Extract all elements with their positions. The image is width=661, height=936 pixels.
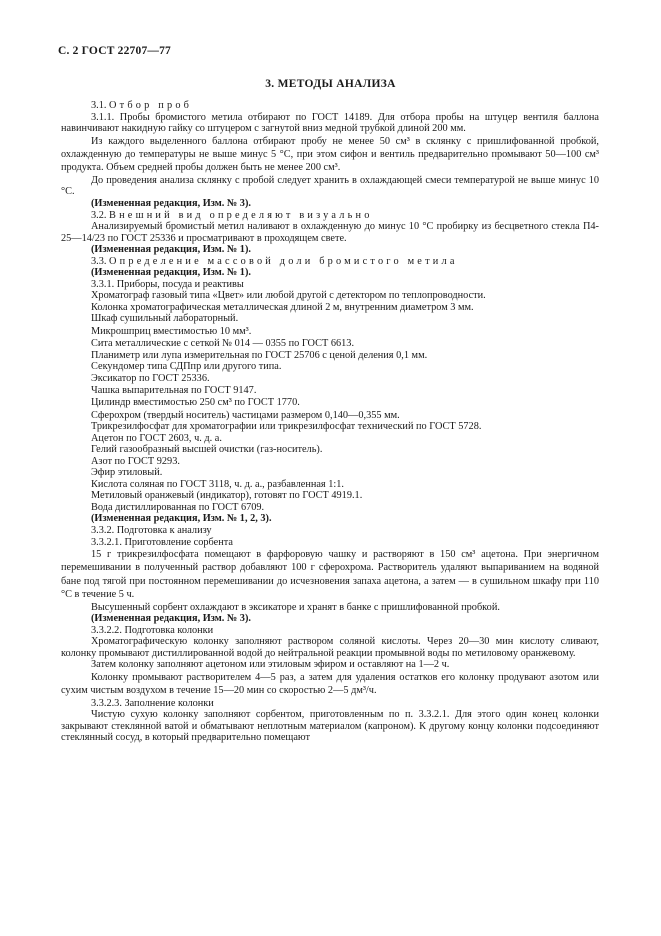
subsection-number: 3.2. <box>91 209 110 221</box>
subsection-heading <box>61 210 599 222</box>
subsection-heading <box>61 100 599 112</box>
amendment-note: (Измененная редакция, Изм. № 3). <box>91 613 251 625</box>
paragraph: Сферохром (твердый носитель) частицами размером 0,140—0,355 мм. <box>91 409 400 421</box>
paragraph: Ацетон по ГОСТ 2603, ч. д. а. <box>91 432 222 444</box>
paragraph: Трикрезилфосфат для хроматографии или трикрезилфосфат технический по ГОСТ 5728. <box>91 421 482 433</box>
amendment-note: (Измененная редакция, Изм. № 1, 2, 3). <box>91 513 272 525</box>
paragraph: Колонка хроматографическая металлическая длиной 2 м, внутренним диаметром 3 мм. <box>91 301 474 313</box>
paragraph: Метиловый оранжевый (индикатор), готовят по ГОСТ 4919.1. <box>91 490 363 502</box>
paragraph: Гелий газообразный высшей очистки (газ-носитель). <box>91 444 323 456</box>
subsection-spaced-title: Внешний вид определяют визуально <box>109 209 373 221</box>
paragraph: Хроматографическую колонку заполняют раствором соляной кислоты. Через 20—30 мин кислоту сливают, колонку промывают дистиллированной водой до нейтральной реакции промывной воды по метиловому оранжевому. <box>61 636 599 659</box>
paragraph: Секундомер типа СДПпр или другого типа. <box>91 361 282 373</box>
paragraph: Высушенный сорбент охлаждают в эксикаторе и хранят в банке с пришлифованной пробкой. <box>91 601 500 613</box>
paragraph: Затем колонку заполняют ацетоном или этиловым эфиром и оставляют на 1—2 ч. <box>91 659 450 671</box>
subsection-spaced-title: Отбор проб <box>109 100 193 111</box>
subsection-heading <box>61 256 599 268</box>
amendment-note: (Измененная редакция, Изм. № 3). <box>91 197 251 209</box>
document-body <box>61 100 599 744</box>
page-header: С. 2 ГОСТ 22707—77 <box>58 45 171 57</box>
paragraph: 15 г трикрезилфосфата помещают в фарфоровую чашку и растворяют в 150 см³ ацетона. При энергичном перемешивании в полученный раствор добавляют 100 г сферохрома. Растворитель удаляют выпариванием на водяной бане под тягой при постоянном перемешивании до исчезновения запаха ацетона, а затем — в сушильном шкафу при 110 °С в течение 5 ч. <box>61 549 599 601</box>
paragraph: Шкаф сушильный лабораторный. <box>91 313 239 325</box>
paragraph: Эфир этиловый. <box>91 467 163 479</box>
paragraph: Сита металлические с сеткой № 014 — 0355 по ГОСТ 6613. <box>91 338 355 350</box>
paragraph: 3.3.2.2. Подготовка колонки <box>91 624 214 636</box>
paragraph: Планиметр или лупа измерительная по ГОСТ 25706 с ценой деления 0,1 мм. <box>91 349 428 361</box>
paragraph: Анализируемый бромистый метил наливают в охлажденную до минус 10 °С пробирку из бесцветного стекла П4-25—14/23 по ГОСТ 25336 и просматривают в проходящем свете. <box>61 221 599 244</box>
paragraph: Чистую сухую колонку заполняют сорбентом, приготовленным по п. 3.3.2.1. Для этого один конец колонки закрывают стеклянной ватой и обматывают неплотным материалом (капроном). К другому концу колонки подсоединяют стеклянный сосуд, в который предварительно помещают <box>61 709 599 744</box>
paragraph: 3.3.2.1. Приготовление сорбента <box>91 536 233 548</box>
amendment-note: (Измененная редакция, Изм. № 1). <box>91 267 251 279</box>
paragraph: Цилиндр вместимостью 250 см³ по ГОСТ 1770. <box>91 397 300 409</box>
section-title: 3. МЕТОДЫ АНАЛИЗА <box>265 78 396 90</box>
paragraph: Микрошприц вместимостью 10 мм³. <box>91 325 252 337</box>
amendment-note: (Измененная редакция, Изм. № 1). <box>91 244 251 256</box>
paragraph: Кислота соляная по ГОСТ 3118, ч. д. а., разбавленная 1:1. <box>91 478 344 490</box>
paragraph: Из каждого выделенного баллона отбирают пробу не менее 50 см³ в склянку с пришлифованной пробкой, охлажденную до температуры не выше минус 5 °С, при этом сифон и вентиль предварительно промывают 50—100 см³ продукта. Объем средней пробы должен быть не менее 200 см³. <box>61 135 599 174</box>
paragraph: Чашка выпарительная по ГОСТ 9147. <box>91 384 257 396</box>
paragraph: До проведения анализа склянку с пробой следует хранить в охлаждающей смеси температурой не выше минус 10 °С. <box>61 174 599 198</box>
paragraph: 3.1.1. Пробы бромистого метила отбирают по ГОСТ 14189. Для отбора пробы на штуцер вентиля баллона навинчивают накидную гайку со штуцером с загнутой вниз медной трубкой длиной 200 мм. <box>61 111 599 135</box>
subsection-number: 3.3. <box>91 255 110 267</box>
paragraph: Эксикатор по ГОСТ 25336. <box>91 373 210 385</box>
paragraph: 3.3.2.3. Заполнение колонки <box>91 697 214 709</box>
paragraph: Вода дистиллированная по ГОСТ 6709. <box>91 501 265 513</box>
paragraph: Азот по ГОСТ 9293. <box>91 455 180 467</box>
subsection-number: 3.1. <box>91 100 110 111</box>
paragraph: 3.3.2. Подготовка к анализу <box>91 524 212 536</box>
subsection-spaced-title: Определение массовой доли бромистого метила <box>109 255 458 267</box>
paragraph: 3.3.1. Приборы, посуда и реактивы <box>91 278 244 290</box>
paragraph: Колонку промывают растворителем 4—5 раз, а затем для удаления остатков его колонку продувают азотом или сухим чистым воздухом в течение 15—20 мин со скоростью 2—5 дм³/ч. <box>61 671 599 697</box>
paragraph: Хроматограф газовый типа «Цвет» или любой другой с детектором по теплопроводности. <box>91 290 486 302</box>
